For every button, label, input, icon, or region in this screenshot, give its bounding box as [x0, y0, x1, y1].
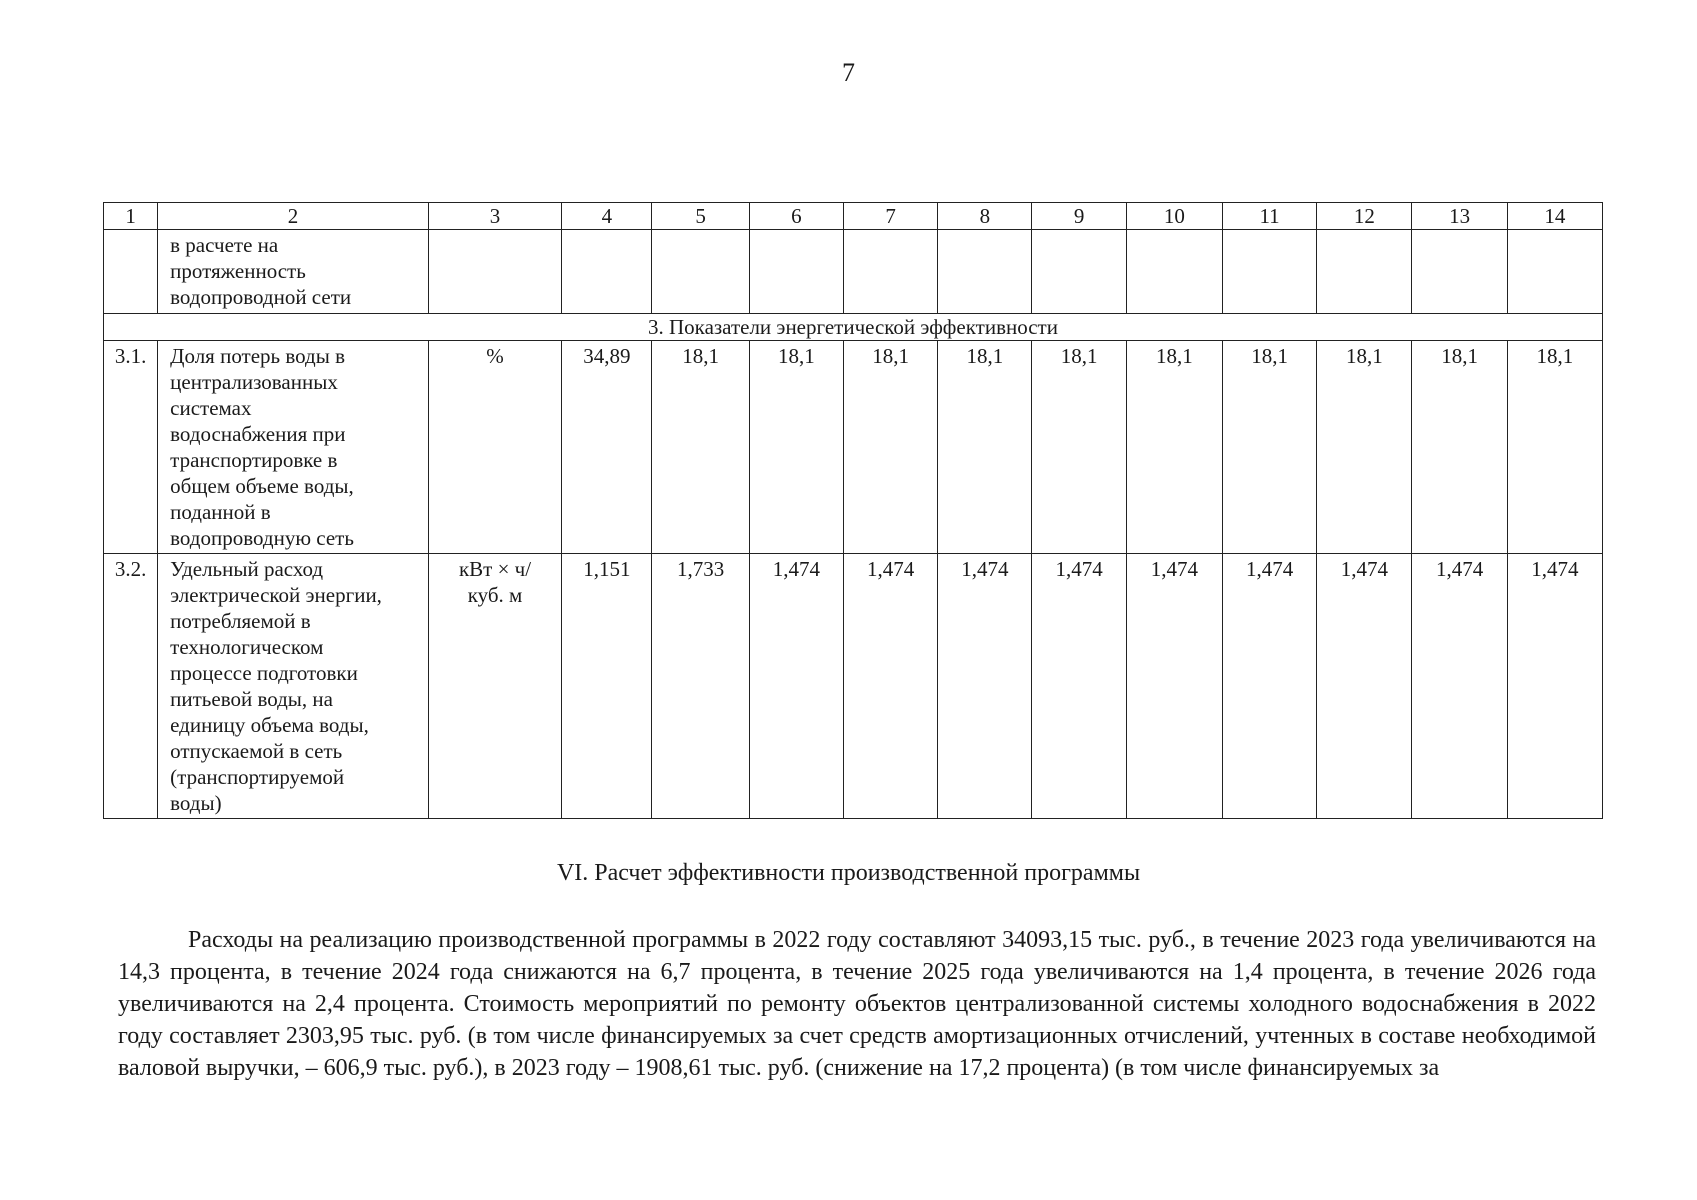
section-heading: 3. Показатели энергетической эффективности	[104, 314, 1603, 341]
value-cell	[1126, 230, 1222, 314]
value-cell	[938, 230, 1032, 314]
value-cell: 1,474	[1507, 554, 1602, 819]
unit-cell	[428, 554, 561, 819]
header-cell: 7	[843, 203, 937, 230]
indicator-name-cell	[158, 230, 429, 314]
name-line: отпускаемой в сеть	[170, 739, 343, 763]
value-cell: 1,474	[1032, 554, 1126, 819]
indicators-table	[103, 202, 1603, 819]
name-line: централизованных	[170, 370, 338, 394]
value-cell: 1,474	[1412, 554, 1507, 819]
header-cell: 10	[1126, 203, 1222, 230]
name-line: Удельный расход	[170, 557, 324, 581]
name-line: процессе подготовки	[170, 661, 358, 685]
name-line: Доля потерь воды в	[170, 344, 345, 368]
value-cell: 1,474	[749, 554, 843, 819]
table-row	[104, 554, 1603, 819]
unit-cell	[428, 230, 561, 314]
name-line: системах	[170, 396, 252, 420]
value-cell	[652, 230, 749, 314]
value-cell: 1,733	[652, 554, 749, 819]
name-line: транспортировке в	[170, 448, 338, 472]
unit-line: куб. м	[467, 583, 523, 607]
value-cell: 18,1	[1317, 341, 1412, 554]
value-cell: 18,1	[1032, 341, 1126, 554]
name-line: питьевой воды, на	[170, 687, 333, 711]
value-cell	[749, 230, 843, 314]
indicator-name-cell	[158, 554, 429, 819]
value-cell	[562, 230, 652, 314]
table-row	[104, 230, 1603, 314]
name-line: водопроводную сеть	[170, 526, 354, 550]
header-cell: 4	[562, 203, 652, 230]
table-header-row	[104, 203, 1603, 230]
value-cell	[1032, 230, 1126, 314]
value-cell	[1222, 230, 1316, 314]
value-cell: 1,474	[843, 554, 937, 819]
name-line: электрической энергии,	[170, 583, 382, 607]
name-line: протяженность	[170, 259, 306, 283]
value-cell	[843, 230, 937, 314]
value-cell: 18,1	[1126, 341, 1222, 554]
name-line: водопроводной сети	[170, 285, 352, 309]
name-line: (транспортируемой	[170, 765, 345, 789]
header-cell: 3	[428, 203, 561, 230]
value-cell: 18,1	[749, 341, 843, 554]
value-cell	[1507, 230, 1602, 314]
header-cell: 13	[1412, 203, 1507, 230]
section-heading-row	[104, 314, 1603, 341]
value-cell: 18,1	[843, 341, 937, 554]
row-number-cell: 3.2.	[104, 554, 158, 819]
section-title: VI. Расчет эффективности производственной программы	[556, 860, 1141, 886]
value-cell: 1,474	[1126, 554, 1222, 819]
header-cell: 14	[1507, 203, 1602, 230]
value-cell: 18,1	[652, 341, 749, 554]
value-cell: 18,1	[938, 341, 1032, 554]
header-cell: 2	[158, 203, 429, 230]
name-line: потребляемой в	[170, 609, 311, 633]
header-cell: 12	[1317, 203, 1412, 230]
name-line: в расчете на	[170, 233, 279, 257]
name-line: технологическом	[170, 635, 324, 659]
value-cell: 1,474	[1317, 554, 1412, 819]
value-cell: 1,474	[938, 554, 1032, 819]
body-paragraph: Расходы на реализацию производственной программы в 2022 году составляют 34093,15 тыс. руб., в течение 2023 года увеличиваются на 14,3 процента, в течение 2024 года снижаются на 6,7 процента, в течение 2025 года увеличиваются на 1,4 процента, в течение 2026 года увеличиваются на 2,4 процента. Стоимость мероприятий по ремонту объектов централизованной системы холодного водоснабжения в 2022 году составляет 2303,95 тыс. руб. (в том числе финансируемых за счет средств амортизационных отчислений, учтенных в составе необходимой валовой выручки, – 606,9 тыс. руб.), в 2023 году – 1908,61 тыс. руб. (снижение на 17,2 процента) (в том числе финансируемых за	[118, 927, 1596, 1081]
row-number-cell: 3.1.	[104, 341, 158, 554]
header-cell: 5	[652, 203, 749, 230]
value-cell	[1412, 230, 1507, 314]
name-line: воды)	[170, 791, 222, 815]
unit-line: кВт × ч/	[458, 557, 532, 581]
value-cell: 1,474	[1222, 554, 1316, 819]
page-number: 7	[842, 58, 855, 87]
value-cell: 18,1	[1412, 341, 1507, 554]
header-cell: 1	[104, 203, 158, 230]
name-line: единицу объема воды,	[170, 713, 369, 737]
unit-line: %	[486, 344, 504, 368]
name-line: общем объеме воды,	[170, 474, 354, 498]
header-cell: 6	[749, 203, 843, 230]
value-cell: 1,151	[562, 554, 652, 819]
header-cell: 11	[1222, 203, 1316, 230]
value-cell: 18,1	[1507, 341, 1602, 554]
header-cell: 9	[1032, 203, 1126, 230]
name-line: водоснабжения при	[170, 422, 346, 446]
value-cell: 34,89	[562, 341, 652, 554]
header-cell: 8	[938, 203, 1032, 230]
table-row	[104, 341, 1603, 554]
value-cell: 18,1	[1222, 341, 1316, 554]
indicator-name-cell	[158, 341, 429, 554]
name-line: поданной в	[170, 500, 271, 524]
value-cell	[1317, 230, 1412, 314]
row-number-cell	[104, 230, 158, 314]
unit-cell	[428, 341, 561, 554]
